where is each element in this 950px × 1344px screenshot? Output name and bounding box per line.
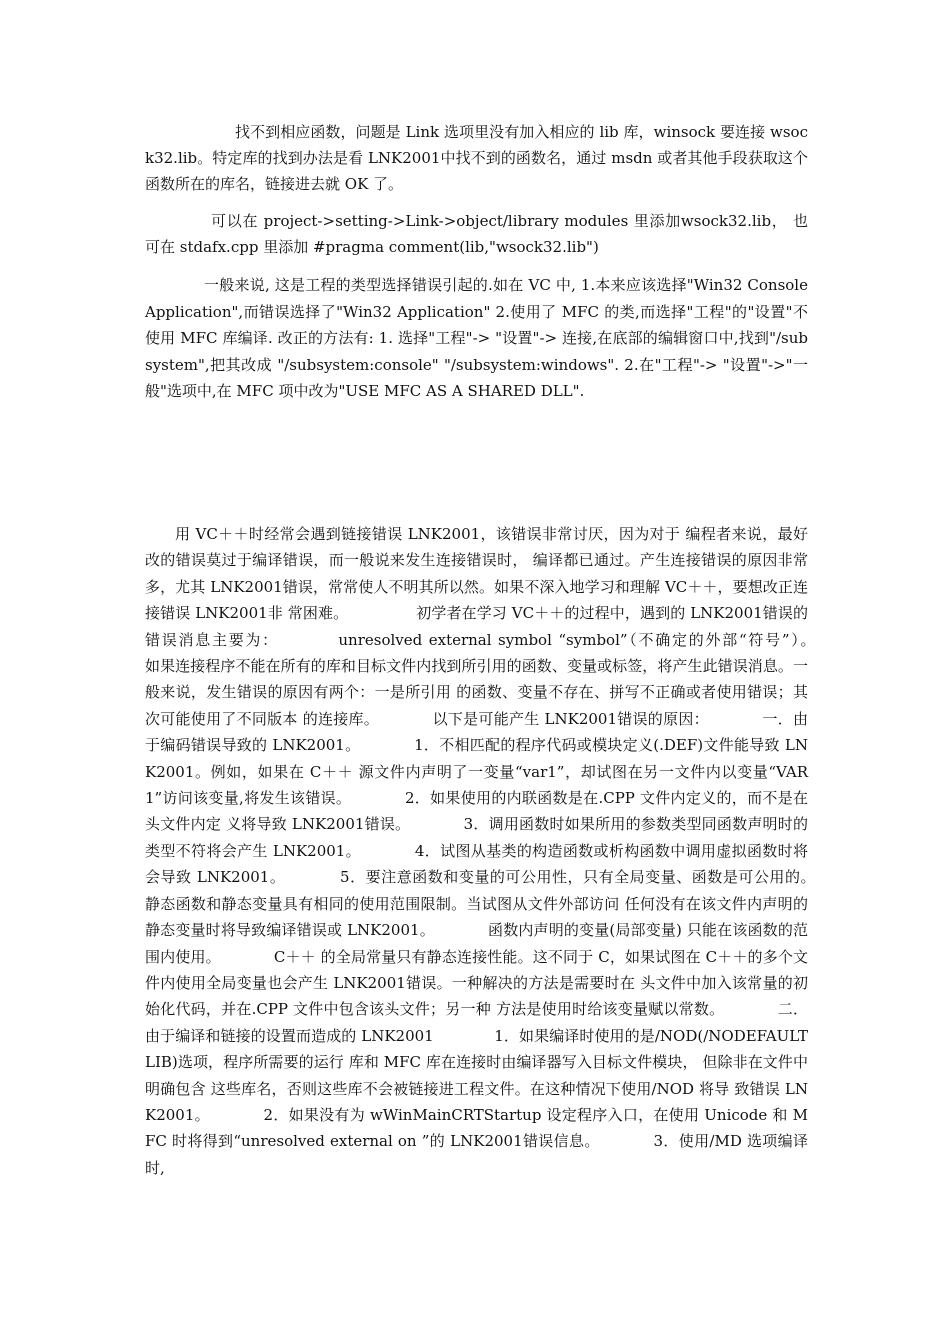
paragraph-missing-function-lib: 找不到相应函数，问题是 Link 选项里没有加入相应的 lib 库，winsock 要连接 wsock32.lib。特定库的找到办法是看 LNK2001中找不到的函数名，通过 msdn 或者其他手段获取这个函数所在的库名，链接进去就 OK 了。	[145, 123, 808, 193]
paragraph-add-wsock32-lib: 可以在 project->setting->Link->object/library modules 里添加wsock32.lib， 也可在 stdafx.cpp 里添加 #pragma comment(lib,"wsock32.lib")	[145, 212, 808, 256]
paragraph-lnk2001-causes: 用 VC＋＋时经常会遇到链接错误 LNK2001，该错误非常讨厌，因为对于 编程者来说，最好改的错误莫过于编译错误，而一般说来发生连接错误时， 编译都已通过。产生连接错误的原因非常多，尤其 LNK2001错误，常常使人不明其所以然。如果不深入地学习和理解 VC＋＋，要想改正连接错误 LNK2001非 常困难。 初学者在学习 VC＋＋的过程中，遇到的 LNK2001错误的错误消息主要为： unresolved external symbol “symbol”（不确定的外部“符号”）。 如果连接程序不能在所有的库和目标文件内找到所引用的函数、变量或标签，将产生此错误消息。一般来说，发生错误的原因有两个：一是所引用 的函数、变量不存在、拼写不正确或者使用错误；其次可能使用了不同版本 的连接库。 以下是可能产生 LNK2001错误的原因： 一．由于编码错误导致的 LNK2001。 1．不相匹配的程序代码或模块定义(.DEF)文件能导致 LNK2001。例如，如果在 C＋＋ 源文件内声明了一变量“var1”，却试图在另一文件内以变量“VAR1”访问该变量,将发生该错误。 2．如果使用的内联函数是在.CPP 文件内定义的，而不是在头文件内定 义将导致 LNK2001错误。 3．调用函数时如果所用的参数类型同函数声明时的类型不符将会产生 LNK2001。 4．试图从基类的构造函数或析构函数中调用虚拟函数时将会导致 LNK2001。 5．要注意函数和变量的可公用性，只有全局变量、函数是可公用的。 静态函数和静态变量具有相同的使用范围限制。当试图从文件外部访问 任何没有在该文件内声明的静态变量时将导致编译错误或 LNK2001。 函数内声明的变量(局部变量) 只能在该函数的范围内使用。 C＋＋ 的全局常量只有静态连接性能。这不同于 C，如果试图在 C＋＋的多个文件内使用全局变量也会产生 LNK2001错误。一种解决的方法是需要时在 头文件中加入该常量的初始化代码，并在.CPP 文件中包含该头文件；另一种 方法是使用时给该变量赋以常数。 二．由于编译和链接的设置而造成的 LNK2001 1．如果编译时使用的是/NOD(/NODEFAULTLIB)选项，程序所需要的运行 库和 MFC 库在连接时由编译器写入目标文件模块， 但除非在文件中明确包含 这些库名，否则这些库不会被链接进工程文件。在这种情况下使用/NOD 将导 致错误 LNK2001。 2．如果没有为 wWinMainCRTStartup 设定程序入口，在使用 Unicode 和 MFC 时将得到“unresolved external on ”的 LNK2001错误信息。 3．使用/MD 选项编译时,	[145, 525, 869, 1177]
paragraph-project-type-error: 一般来说, 这是工程的类型选择错误引起的.如在 VC 中, 1.本来应该选择"Win32 Console Application",而错误选择了"Win32 Application" 2.使用了 MFC 的类,而选择"工程"的"设置"不使用 MFC 库编译. 改正的方法有: 1. 选择"工程"-> "设置"-> 连接,在底部的编辑窗口中,找到"/subsystem",把其改成 "/subsystem:console" "/subsystem:windows". 2.在"工程"-> "设置"->"一般"选项中,在 MFC 项中改为"USE MFC AS A SHARED DLL".	[145, 276, 808, 400]
